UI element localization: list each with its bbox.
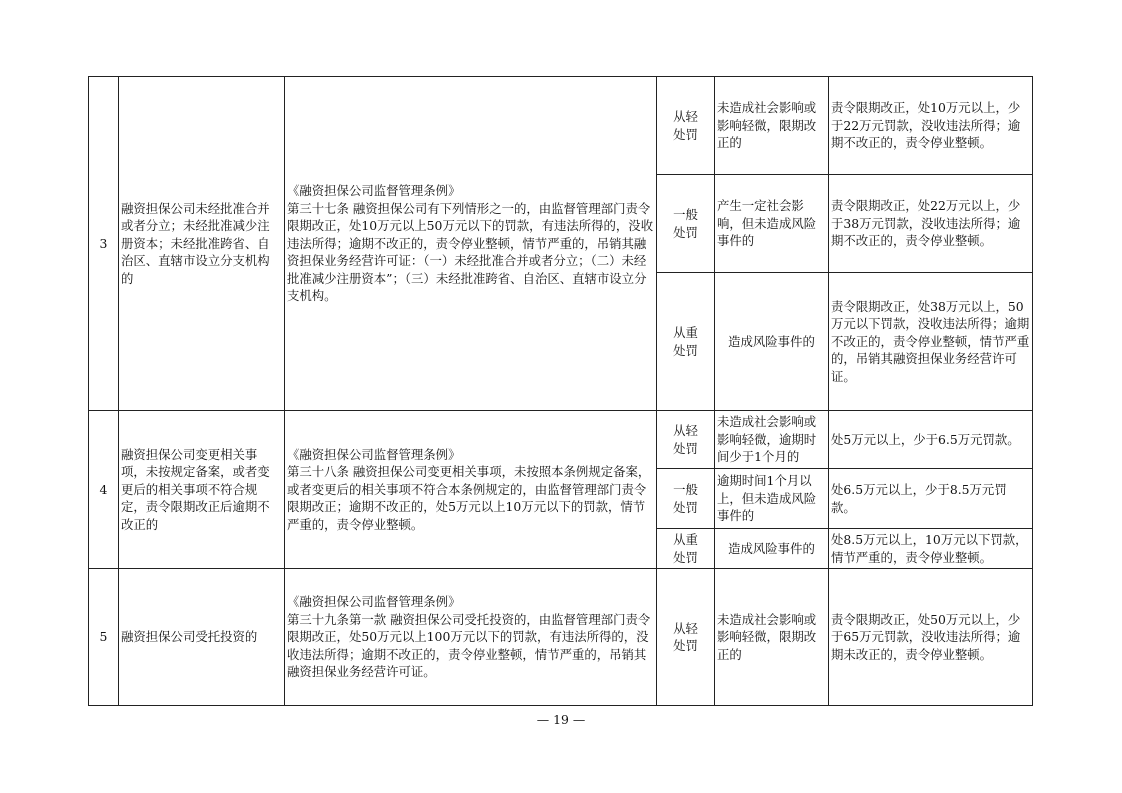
penalty-range: 责令限期改正，处10万元以上，少于22万元罚款，没收违法所得；逾期不改正的，责令停业整顿。 (829, 77, 1033, 175)
penalty-level: 从轻处罚 (657, 569, 715, 706)
violation-behavior: 融资担保公司受托投资的 (119, 569, 285, 706)
penalty-level: 一般处罚 (657, 469, 715, 529)
penalty-level: 从重处罚 (657, 529, 715, 569)
legal-basis-text: 第三十九条第一款 融资担保公司受托投资的，由监督管理部门责令限期改正，处50万元以上100万元以下的罚款，有违法所得的，没收违法所得；逾期不改正的，责令停业整顿，情节严重的，吊销其融资担保业务经营许可证。 (287, 611, 651, 680)
discretion-standard: 造成风险事件的 (715, 529, 829, 569)
legal-basis-title: 《融资担保公司监督管理条例》 (287, 446, 461, 462)
penalty-range: 处6.5万元以上，少于8.5万元罚款。 (829, 469, 1033, 529)
row-number: 5 (89, 569, 119, 706)
legal-basis-title: 《融资担保公司监督管理条例》 (287, 183, 461, 199)
penalty-level: 从轻处罚 (657, 77, 715, 175)
discretion-standard: 造成风险事件的 (715, 273, 829, 411)
penalty-range: 处5万元以上，少于6.5万元罚款。 (829, 411, 1033, 469)
discretion-standard: 未造成社会影响或影响轻微，逾期时间少于1个月的 (715, 411, 829, 469)
penalty-range: 责令限期改正，处50万元以上，少于65万元罚款，没收违法所得；逾期未改正的，责令停业整顿。 (829, 569, 1033, 706)
penalty-range: 责令限期改正，处38万元以上，50万元以下罚款，没收违法所得；逾期不改正的，责令停业整顿，情节严重的，吊销其融资担保业务经营许可证。 (829, 273, 1033, 411)
legal-basis (285, 411, 657, 569)
discretion-standard: 逾期时间1个月以上，但未造成风险事件的 (715, 469, 829, 529)
legal-basis-text: 第三十八条 融资担保公司变更相关事项，未按照本条例规定备案，或者变更后的相关事项不符合本条例规定的，由监督管理部门责令限期改正；逾期不改正的，处5万元以上10万元以下的罚款，情节严重的，责令停业整顿。 (287, 464, 651, 532)
penalty-range: 处8.5万元以上，10万元以下罚款，情节严重的，责令停业整顿。 (829, 529, 1033, 569)
violation-behavior: 融资担保公司变更相关事项，未按规定备案，或者变更后的相关事项不符合规定，责令限期改正后逾期不改正的 (119, 411, 285, 569)
legal-basis-text: 第三十七条 融资担保公司有下列情形之一的，由监督管理部门责令限期改正，处10万元以上50万元以下的罚款，有违法所得的，没收违法所得；逾期不改正的，责令停业整顿，情节严重的，吊销其融资担保业务经营许可证：（一）未经批准合并或者分立；（二）未经批准减少注册资本”；（三）未经批准跨省、自治区、直辖市设立分支机构。 (287, 200, 654, 304)
discretion-standard: 未造成社会影响或影响轻微，限期改正的 (715, 569, 829, 706)
penalty-level: 从轻处罚 (657, 411, 715, 469)
violation-behavior: 融资担保公司未经批准合并或者分立；未经批准减少注册资本；未经批准跨省、自治区、直辖市设立分支机构的 (119, 77, 285, 411)
penalty-range: 责令限期改正，处22万元以上，少于38万元罚款，没收违法所得；逾期不改正的，责令停业整顿。 (829, 175, 1033, 273)
table-row (89, 411, 1033, 469)
legal-basis-title: 《融资担保公司监督管理条例》 (287, 594, 461, 610)
legal-basis (285, 569, 657, 706)
row-number: 3 (89, 77, 119, 411)
penalty-standard-table (88, 76, 1033, 706)
table-row (89, 77, 1033, 175)
row-number: 4 (89, 411, 119, 569)
discretion-standard: 未造成社会影响或影响轻微，限期改正的 (715, 77, 829, 175)
page-number: — 19 — (536, 712, 586, 727)
table-row (89, 569, 1033, 706)
penalty-level: 从重处罚 (657, 273, 715, 411)
discretion-standard: 产生一定社会影响，但未造成风险事件的 (715, 175, 829, 273)
legal-basis (285, 77, 657, 411)
penalty-level: 一般处罚 (657, 175, 715, 273)
